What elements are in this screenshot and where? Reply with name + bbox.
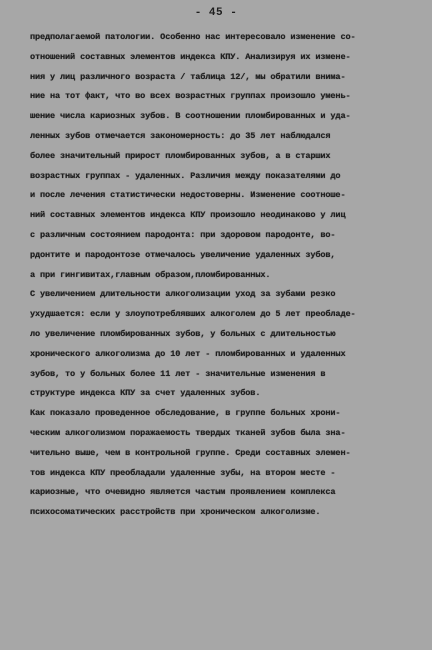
text-line: ние на тот факт, что во всех возрастных группах произошло умень- <box>30 91 351 102</box>
text-line: с различным состоянием пародонта: при здоровом пародонте, во- <box>30 229 336 240</box>
text-line: ло увеличение пломбированных зубов, у больных с длительностью <box>30 328 336 339</box>
text-line: зубов, то у больных более 11 лет - значительные изменения в <box>30 368 326 379</box>
text-line: ческим алкоголизмом поражаемость твердых тканей зубов была зна- <box>30 427 346 438</box>
text-line: С увеличением длительности алкоголизации уход за зубами резко <box>30 289 336 300</box>
text-line: ухудшается: если у злоупотреблявших алкоголем до 5 лет преобладе- <box>30 309 356 320</box>
text-line: тов индекса КПУ преобладали удаленные зубы, на втором месте - <box>30 467 336 478</box>
text-line: ний составных элементов индекса КПУ произошло неодинаково у лиц <box>30 210 346 221</box>
text-line: рдонтите и пародонтозе отмечалось увеличение удаленных зубов, <box>30 249 336 260</box>
text-line: хронического алкоголизма до 10 лет - пломбированных и удаленных <box>30 348 346 359</box>
text-line: кариозные, что очевидно является частым проявлением комплекса <box>30 487 336 498</box>
text-line: предполагаемой патологии. Особенно нас интересовало изменение со- <box>30 32 356 42</box>
text-line: структуре индекса КПУ за счет удаленных зубов. <box>30 388 261 399</box>
text-line: ленных зубов отмечается закономерность: до 35 лет наблюдался <box>30 130 331 141</box>
text-line: психосоматических расстройств при хроническом алкоголизме. <box>30 507 321 518</box>
text-line: чительно выше, чем в контрольной группе. Среди составных элемен- <box>30 447 351 458</box>
text-line: а при гингивитах,главным образом,пломбированных. <box>30 269 271 280</box>
text-line: и после лечения статистически недостоверны. Изменение соотноше- <box>30 190 346 201</box>
text-line: отношений составных элементов индекса КПУ. Анализируя их измене- <box>30 51 351 62</box>
body-text <box>30 28 410 523</box>
text-line: Как показало проведенное обследование, в группе больных хрони- <box>30 408 341 419</box>
page-number: - 45 - <box>194 7 238 19</box>
text-line: ния у лиц различного возраста / таблица 12/, мы обратили внима- <box>30 71 346 82</box>
text-line: возрастных группах - удаленных. Различия между показателями до <box>30 170 341 181</box>
text-line: шение числа кариозных зубов. В соотношении пломбированных и уда- <box>30 111 351 122</box>
text-line: более значительный прирост пломбированных зубов, а в старших <box>30 150 331 161</box>
